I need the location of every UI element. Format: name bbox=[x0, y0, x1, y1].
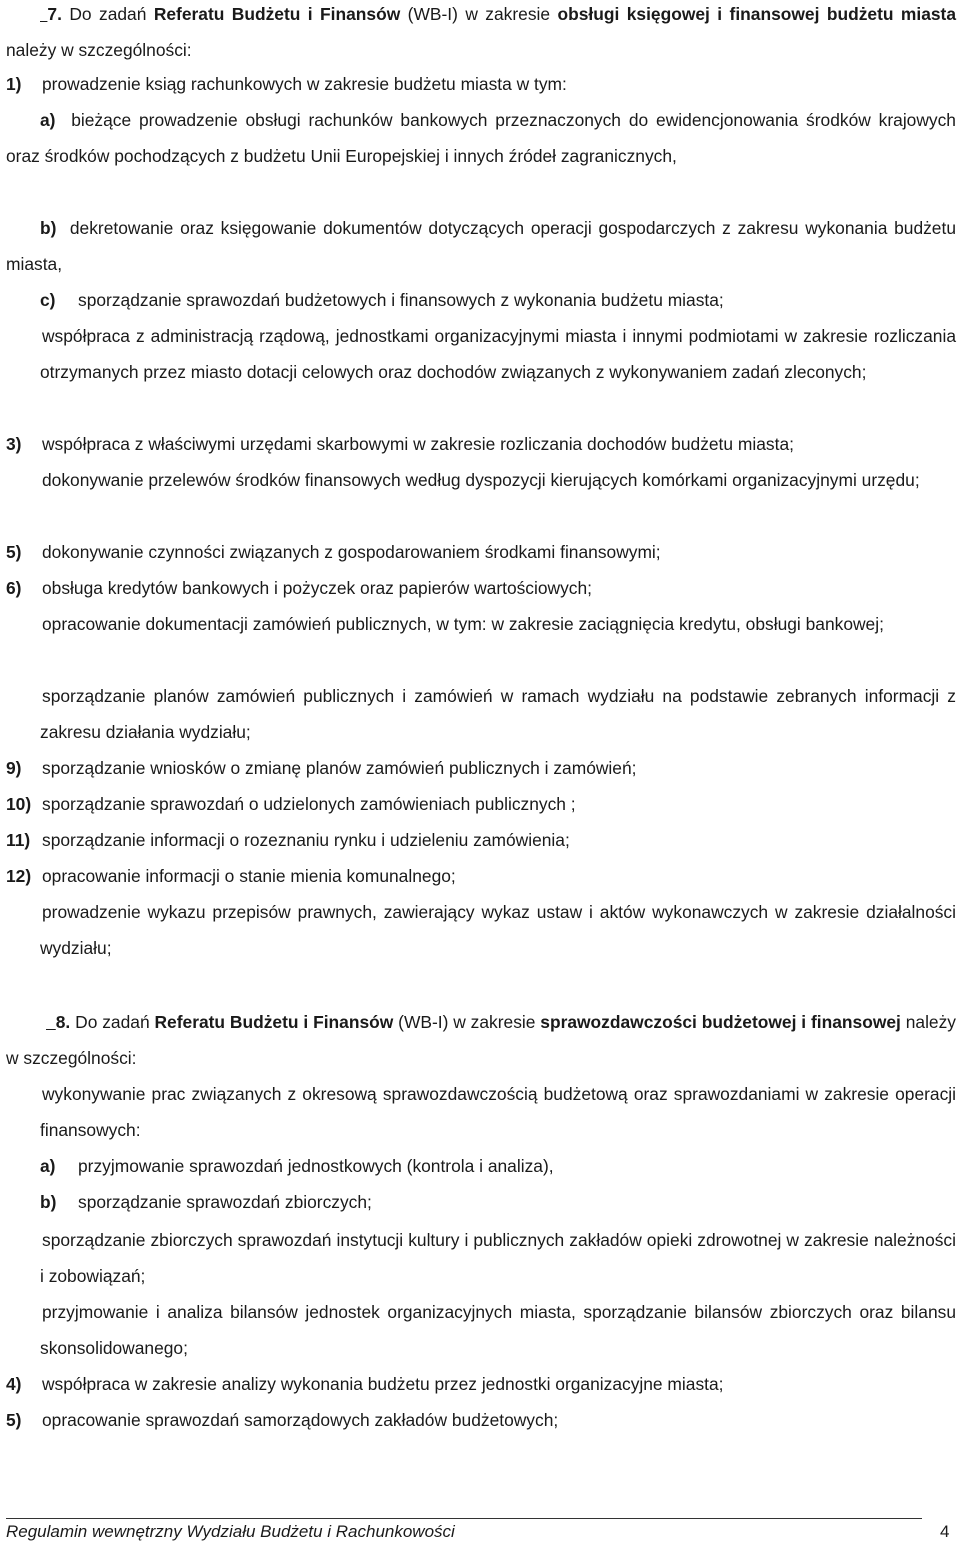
list-item bbox=[6, 534, 956, 570]
item-text: sporządzanie zbiorczych sprawozdań instytucji kultury i publicznych zakładów opieki zdrowotnej w zakresie należności i zobowiązań; bbox=[40, 1230, 956, 1286]
item-label bbox=[6, 1076, 42, 1112]
list-item bbox=[6, 894, 956, 966]
section-8-code: (WB-I) w zakresie bbox=[393, 1012, 541, 1032]
item-text: przyjmowanie i analiza bilansów jednostek organizacyjnych miasta, sporządzanie bilansów zbiorczych oraz bilansu skonsolidowanego; bbox=[40, 1302, 956, 1358]
item-label: 3) bbox=[6, 434, 22, 454]
list-item bbox=[6, 786, 956, 822]
item-text: sporządzanie sprawozdań o udzielonych zamówieniach publicznych ; bbox=[42, 794, 576, 814]
list-item bbox=[6, 678, 956, 750]
footer-title: Regulamin wewnętrzny Wydziału Budżetu i Rachunkowości bbox=[6, 1522, 455, 1541]
list-item bbox=[6, 318, 956, 390]
section-8-number: 8. bbox=[55, 1012, 71, 1032]
item-label: 12) bbox=[6, 866, 32, 886]
list-item bbox=[6, 822, 956, 858]
section-7-intro-b: należy w szczególności: bbox=[6, 40, 192, 60]
item-text: prowadzenie wykazu przepisów prawnych, zawierający wykaz ustaw i aktów wykonawczych w zakresie działalności wydziału; bbox=[40, 902, 956, 958]
list-item bbox=[40, 282, 956, 318]
item-label: 9) bbox=[6, 758, 22, 778]
section-7-dept: Referatu Budżetu i Finansów bbox=[153, 4, 401, 24]
list-item bbox=[6, 606, 956, 642]
item-label bbox=[6, 678, 42, 714]
item-text: opracowanie informacji o stanie mienia komunalnego; bbox=[42, 866, 456, 886]
item-label: 10) bbox=[6, 794, 32, 814]
section-7-code: (WB-I) w zakresie bbox=[400, 4, 558, 24]
item-label: b) bbox=[40, 1192, 57, 1212]
section-8-dept: Referatu Budżetu i Finansów bbox=[154, 1012, 394, 1032]
item-label bbox=[6, 1294, 42, 1330]
list-item bbox=[40, 1184, 956, 1220]
item-label bbox=[6, 462, 42, 498]
item-label bbox=[6, 606, 42, 642]
item-label: 11) bbox=[6, 830, 31, 850]
item-text: sporządzanie sprawozdań zbiorczych; bbox=[78, 1192, 372, 1212]
item-text: współpraca z właściwymi urzędami skarbowymi w zakresie rozliczania dochodów budżetu miasta; bbox=[42, 434, 794, 454]
item-label: 5) bbox=[6, 1410, 22, 1430]
section-7-intro-a: Do zadań bbox=[61, 4, 154, 24]
item-text: opracowanie sprawozdań samorządowych zakładów budżetowych; bbox=[42, 1410, 559, 1430]
section-7-scope: obsługi księgowej i finansowej budżetu miasta bbox=[557, 4, 957, 24]
item-text: wykonywanie prac związanych z okresową sprawozdawczością budżetową oraz sprawozdaniami w zakresie operacji finansowych: bbox=[40, 1084, 956, 1140]
item-label bbox=[6, 894, 42, 930]
list-item bbox=[6, 858, 956, 894]
item-text: opracowanie dokumentacji zamówień publicznych, w tym: w zakresie zaciągnięcia kredytu, obsługi bankowej; bbox=[42, 614, 884, 634]
section-8-intro-b: należy w szczególności: bbox=[6, 1012, 956, 1068]
item-text: sporządzanie sprawozdań budżetowych i finansowych z wykonania budżetu miasta; bbox=[78, 290, 724, 310]
item-text: sporządzanie planów zamówień publicznych i zamówień w ramach wydziału na podstawie zebranych informacji z zakresu działania wydziału; bbox=[40, 686, 956, 742]
item-label: b) bbox=[40, 218, 57, 238]
list-item bbox=[6, 210, 956, 282]
item-text: dokonywanie czynności związanych z gospodarowaniem środkami finansowymi; bbox=[42, 542, 661, 562]
list-item bbox=[6, 1222, 956, 1294]
item-text: współpraca z administracją rządową, jednostkami organizacyjnymi miasta i innymi podmiotami w zakresie rozliczania otrzymanych przez miasto dotacji celowych oraz dochodów związanych z wykonywaniem zadań zleconych; bbox=[40, 326, 956, 382]
list-item bbox=[6, 1366, 956, 1402]
section-8-scope: sprawozdawczości budżetowej i finansowej bbox=[540, 1012, 901, 1032]
list-item bbox=[6, 426, 956, 462]
list-item bbox=[6, 1076, 956, 1148]
list-item bbox=[6, 1402, 956, 1438]
item-text: współpraca w zakresie analizy wykonania budżetu przez jednostki organizacyjne miasta; bbox=[42, 1374, 724, 1394]
item-text: sporządzanie informacji o rozeznaniu rynku i udzieleniu zamówienia; bbox=[42, 830, 570, 850]
list-item bbox=[6, 102, 956, 174]
item-label: a) bbox=[40, 1156, 56, 1176]
item-text: sporządzanie wniosków o zmianę planów zamówień publicznych i zamówień; bbox=[42, 758, 637, 778]
section-8-intro bbox=[6, 1004, 956, 1076]
item-text: przyjmowanie sprawozdań jednostkowych (kontrola i analiza), bbox=[78, 1156, 554, 1176]
item-label bbox=[6, 318, 42, 354]
item-label: 6) bbox=[6, 578, 22, 598]
item-text: dokonywanie przelewów środków finansowych według dyspozycji kierujących komórkami organizacyjnymi urzędu; bbox=[42, 470, 920, 490]
item-label: a) bbox=[40, 110, 56, 130]
page-number: 4 bbox=[940, 1522, 950, 1541]
list-item bbox=[6, 570, 956, 606]
section-8-mark bbox=[46, 1012, 56, 1032]
section-7-number: 7. bbox=[47, 4, 62, 24]
item-label bbox=[6, 1222, 42, 1258]
item-label: 5) bbox=[6, 542, 22, 562]
list-item bbox=[6, 462, 956, 498]
item-text: prowadzenie ksiąg rachunkowych w zakresie budżetu miasta w tym: bbox=[42, 74, 567, 94]
footer-divider bbox=[6, 1518, 922, 1519]
list-item bbox=[6, 1294, 956, 1366]
item-label: 1) bbox=[6, 74, 22, 94]
list-item bbox=[6, 750, 956, 786]
item-text: bieżące prowadzenie obsługi rachunków bankowych przeznaczonych do ewidencjonowania środków krajowych oraz środków pochodzących z budżetu Unii Europejskiej i innych źródeł zagranicznych, bbox=[6, 110, 956, 166]
item-text: obsługa kredytów bankowych i pożyczek oraz papierów wartościowych; bbox=[42, 578, 592, 598]
item-label: 4) bbox=[6, 1374, 22, 1394]
item-text: dekretowanie oraz księgowanie dokumentów dotyczących operacji gospodarczych z zakresu wykonania budżetu miasta, bbox=[6, 218, 956, 274]
item-label: c) bbox=[40, 290, 56, 310]
section-8-intro-a: Do zadań bbox=[70, 1012, 155, 1032]
list-item bbox=[6, 66, 956, 102]
list-item bbox=[40, 1148, 956, 1184]
section-7-intro bbox=[6, 0, 956, 68]
